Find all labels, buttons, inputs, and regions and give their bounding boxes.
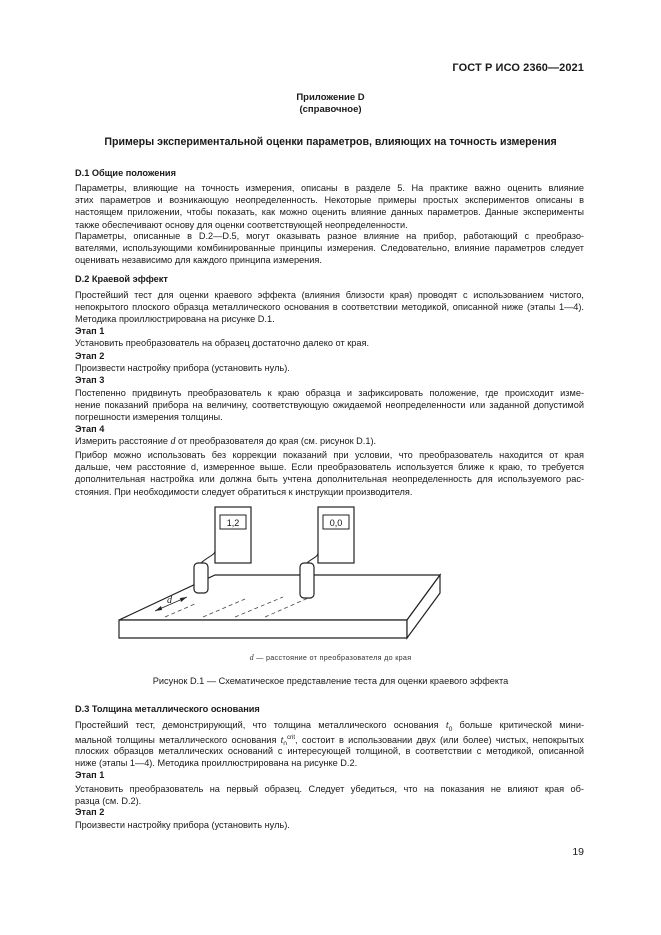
section-d3-heading: D.3 Толщина металлического основания bbox=[75, 704, 260, 714]
standard-header: ГОСТ Р ИСО 2360—2021 bbox=[452, 62, 584, 74]
text-line: погрешности измерения толщины. bbox=[75, 412, 223, 423]
text-span: мальной толщины металлического основания bbox=[75, 735, 281, 745]
section-d3-paragraph-1 bbox=[75, 719, 584, 769]
text-line: вателями, использующими комбинированные принципы измерения. Следовательно, влияние параметров следует bbox=[75, 243, 584, 254]
d3-step-2-label: Этап 2 bbox=[75, 807, 105, 817]
text-line: оценивать независимо для каждого принципа измерения. bbox=[75, 255, 322, 266]
probe-left bbox=[194, 563, 208, 593]
section-d2-paragraph-1 bbox=[75, 289, 584, 326]
d3-step-1-label: Этап 1 bbox=[75, 770, 105, 780]
text-span: Простейший тест, демонстрирующий, что толщина металлического основания bbox=[75, 720, 446, 730]
section-d2-paragraph-2 bbox=[75, 449, 584, 498]
text-line: Постепенно придвинуть преобразователь к краю образца и зафиксировать положение, где происходит изме- bbox=[75, 388, 584, 398]
plate-front bbox=[119, 620, 407, 638]
text-line: Прибор можно использовать без коррекции показаний при условии, что преобразователь находится от края bbox=[75, 450, 584, 460]
d2-step-4-label: Этап 4 bbox=[75, 424, 105, 434]
d2-step-3-label: Этап 3 bbox=[75, 375, 105, 385]
probe-right bbox=[300, 563, 314, 598]
display-right-value: 0,0 bbox=[329, 518, 343, 528]
text-line bbox=[75, 719, 584, 732]
text-line: непокрытого плоского образца металлического основания в соответствии методикой, описанной ниже (этапы 1—4). bbox=[75, 302, 584, 313]
text-line: дополнительная настройка или должна быть учтена дополнительная неопределенность для используемого рас- bbox=[75, 474, 584, 485]
figure-caption: Рисунок D.1 — Схематическое представление теста для оценки краевого эффекта bbox=[152, 676, 509, 686]
section-d1-paragraph-2 bbox=[75, 230, 584, 267]
d2-step-3-text bbox=[75, 387, 584, 424]
annex-subtitle: (справочное) bbox=[299, 104, 362, 115]
tcrit-superscript: crit bbox=[287, 735, 296, 741]
text-line: Параметры, описанные в D.2—D.5, могут оказывать разное влияние на прибор, работающий с преобразо- bbox=[75, 231, 584, 241]
d2-step-2-text: Произвести настройку прибора (установить нуль). bbox=[75, 363, 290, 373]
section-d1-heading: D.1 Общие положения bbox=[75, 168, 176, 178]
main-title: Примеры экспериментальной оценки параметров, влияющих на точность измерения bbox=[104, 136, 557, 148]
text-line: Установить преобразователь на первый образец. Следует убедиться, что на показания не влияют края об- bbox=[75, 784, 584, 794]
page-number: 19 bbox=[572, 846, 584, 858]
note-variable: d bbox=[249, 653, 254, 662]
text-line: Простейший тест для оценки краевого эффекта (влияния близости края) проводят с использованием чистого, bbox=[75, 290, 584, 300]
text-line: настоящем приложении, чтобы показать, как можно оценить влияние данных параметров. Данные эксперименты bbox=[75, 207, 584, 218]
note-text: — расстояние от преобразователя до края bbox=[253, 653, 412, 662]
text-line: плоских образцов металлических оснований с интересующей толщиной, в соответствии с методикой, описанной bbox=[75, 746, 584, 756]
text-line bbox=[75, 732, 584, 745]
display-left-value: 1,2 bbox=[226, 518, 240, 528]
section-d1-paragraph-1 bbox=[75, 182, 584, 231]
annex-title: Приложение D bbox=[296, 92, 365, 103]
d2-step-1-label: Этап 1 bbox=[75, 326, 105, 336]
t0-subscript: 0 bbox=[448, 725, 453, 732]
step-4-text-a: Измерить расстояние bbox=[75, 436, 171, 446]
tcrit-variable: t bbox=[280, 735, 284, 745]
step-4-text-b: от преобразователя до края (см. рисунок D.1). bbox=[175, 436, 377, 446]
text-line: Параметры, влияющие на точность измерения, описаны в разделе 5. На практике важно оценить влияние bbox=[75, 183, 584, 193]
distance-label: d bbox=[167, 595, 172, 606]
d2-step-2-label: Этап 2 bbox=[75, 351, 105, 361]
text-line: разца (см. D.2). bbox=[75, 796, 142, 807]
text-line: также обеспечивают основу для оценки соответствующей неопределенности. bbox=[75, 219, 408, 230]
t0-variable: t bbox=[445, 720, 449, 731]
d3-step-2-text: Произвести настройку прибора (установить нуль). bbox=[75, 820, 290, 830]
d2-step-1-text: Установить преобразователь на образец достаточно далеко от края. bbox=[75, 338, 369, 348]
d2-step-4-text bbox=[75, 436, 376, 447]
text-span: больше критической мини- bbox=[452, 720, 584, 730]
text-line: дальше, чем расстояние d, измеренное выше. Если преобразователь используется ближе к краю, то требуется bbox=[75, 462, 584, 473]
section-d2-heading: D.2 Краевой эффект bbox=[75, 274, 168, 284]
text-line: нение показаний прибора на величину, соответствующую ожидаемой неопределенности или заданной допустимой bbox=[75, 400, 584, 411]
figure-d1-edge-effect bbox=[115, 505, 445, 645]
text-line: ниже (этапы 1—4). Методика проиллюстрирована на рисунке D.2. bbox=[75, 758, 358, 769]
tcrit-subscript: 0 bbox=[283, 740, 288, 745]
text-line: Методика проиллюстрирована на рисунке D.1. bbox=[75, 314, 275, 325]
d3-step-1-text bbox=[75, 783, 584, 807]
text-line: стояния. При необходимости следует обратиться к инструкции производителя. bbox=[75, 486, 413, 497]
distance-variable: d bbox=[170, 436, 176, 447]
text-span: , состоит в использовании двух (или более) чистых, непокрытых bbox=[295, 735, 584, 745]
figure-note bbox=[0, 653, 661, 662]
text-line: этих параметров и возникающую неопределенность. Некоторые примеры простых экспериментов описаны в bbox=[75, 195, 584, 206]
